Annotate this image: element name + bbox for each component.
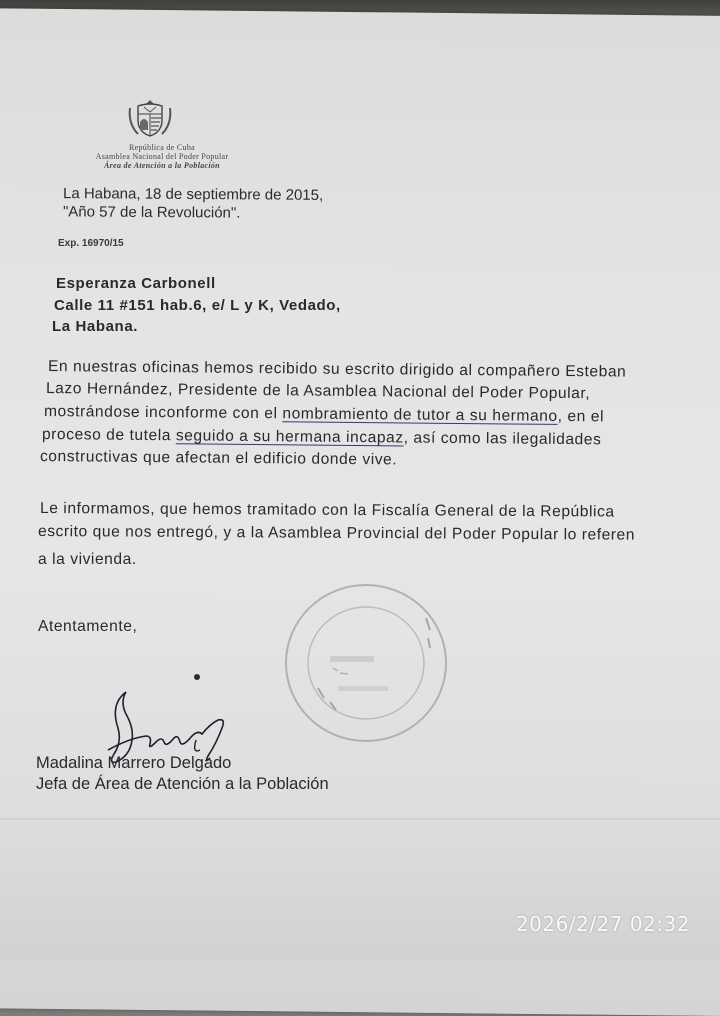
underlined-phrase-tutor: nombramiento de tutor a su hermano (282, 405, 558, 425)
paragraph1-line3-start: mostrándose inconforme con el (43, 403, 283, 423)
underlined-phrase-hermana: seguido a su hermana incapaz (175, 427, 404, 447)
recipient-city: La Habana. (52, 318, 139, 335)
paragraph1-line5: constructivas que afectan el edificio donde vive. (39, 448, 398, 469)
lower-sheet (0, 822, 720, 960)
paper-fold (0, 818, 720, 822)
paragraph2-line3: a la vivienda. (38, 551, 137, 568)
paragraph1-line4-end: , así como las ilegalidades (403, 429, 602, 449)
signatory-title: Jefa de Área de Atención a la Población (36, 775, 329, 793)
paragraph1-line2: Lazo Hernández, Presidente de la Asamblea Nacional del Poder Popular, (45, 380, 591, 403)
ink-speck (194, 674, 200, 680)
coat-of-arms-icon (124, 98, 176, 140)
revolution-year-line: "Año 57 de la Revolución". (62, 203, 241, 222)
paragraph1-line1: En nuestras oficinas hemos recibido su escrito dirigido al compañero Esteban (47, 358, 627, 381)
photo-timestamp: 2026/2/27 02:32 (515, 912, 690, 936)
letterhead-line-2: Asamblea Nacional del Poder Popular (95, 152, 229, 161)
paragraph1-line4-start: proceso de tutela (41, 426, 176, 445)
date-line: La Habana, 18 de septiembre de 2015, (62, 185, 324, 204)
paragraph2-line1: Le informamos, que hemos tramitado con la Fiscalía General de la República (39, 500, 615, 521)
paragraph1-line3-end: , en el (557, 407, 605, 426)
recipient-name: Esperanza Carbonell (56, 275, 216, 292)
letterhead-line-1: República de Cuba (129, 143, 195, 152)
official-stamp (278, 578, 453, 748)
recipient-street: Calle 11 #151 hab.6, e/ L y K, Vedado, (54, 297, 341, 314)
signatory-name: Madalina Marrero Delgado (36, 754, 232, 772)
paragraph2-line2: escrito que nos entregó, y a la Asamblea Provincial del Poder Popular lo referen (37, 523, 636, 544)
letterhead-line-3: Área de Atención a la Población (104, 161, 220, 170)
closing: Atentamente, (38, 618, 138, 635)
expediente-number: Exp. 16970/15 (58, 238, 124, 249)
